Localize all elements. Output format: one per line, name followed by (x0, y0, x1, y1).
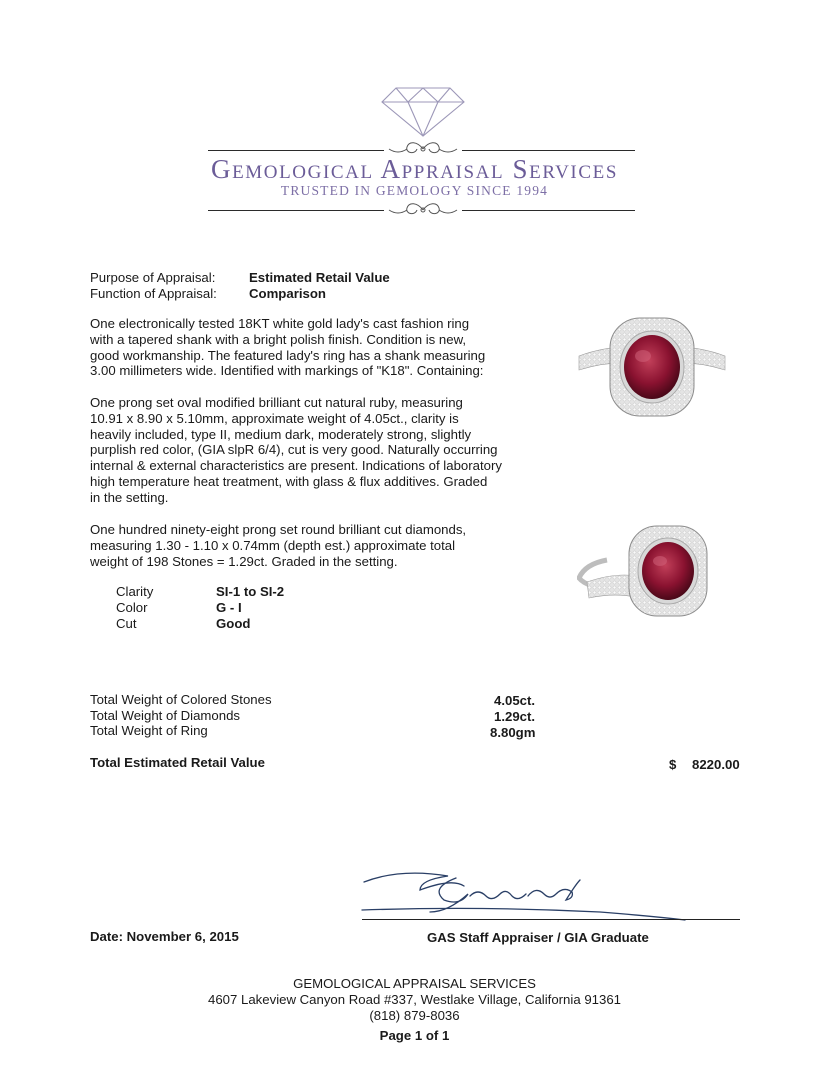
weight-ring-label: Total Weight of Ring (90, 723, 208, 738)
function-value: Comparison (249, 286, 326, 301)
ring-description-paragraph (90, 316, 530, 379)
page-number: Page 1 of 1 (379, 1028, 450, 1043)
paragraph-line: One prong set oval modified brilliant cut natural ruby, measuring (90, 395, 463, 410)
ring-top-view-image (577, 312, 727, 422)
cut-label: Cut (116, 616, 137, 631)
footer-address: 4607 Lakeview Canyon Road #337, Westlake Village, California 91361 (208, 992, 621, 1007)
weight-diamonds-value: 1.29ct. (494, 709, 536, 724)
weight-ring-value: 8.80gm (490, 725, 536, 740)
total-amount: 8220.00 (692, 757, 740, 772)
bottom-flourish-icon (383, 201, 463, 219)
header-rule-bottom-left (208, 210, 384, 211)
color-label: Color (116, 600, 148, 615)
clarity-label: Clarity (116, 584, 154, 599)
signature-line (362, 919, 740, 920)
header-rule-top-left (208, 150, 384, 151)
company-title: Gemological Appraisal Services (210, 154, 619, 184)
footer-phone: (818) 879-8036 (369, 1008, 460, 1023)
company-tagline: TRUSTED IN GEMOLOGY SINCE 1994 (280, 183, 549, 198)
paragraph-line: One electronically tested 18KT white gold lady's cast fashion ring (90, 316, 470, 331)
paragraph-line: internal & external characteristics are present. Indications of laboratory (90, 458, 502, 474)
weight-colored-stones-label: Total Weight of Colored Stones (90, 692, 272, 707)
paragraph-line: measuring 1.30 - 1.10 x 0.74mm (depth est.) approximate total (90, 537, 456, 553)
header-rule-top-right (462, 150, 635, 151)
paragraph-line: 10.91 x 8.90 x 5.10mm, approximate weight of 4.05ct., clarity is (90, 410, 459, 426)
ring-side-view-image (577, 520, 727, 630)
header-rule-bottom-right (462, 210, 635, 211)
footer-company: GEMOLOGICAL APPRAISAL SERVICES (293, 976, 536, 991)
paragraph-line: high temperature heat treatment, with glass & flux additives. Graded (90, 473, 488, 489)
paragraph-line: in the setting. (90, 489, 169, 505)
appraiser-title: GAS Staff Appraiser / GIA Graduate (427, 930, 649, 945)
weight-diamonds-label: Total Weight of Diamonds (90, 708, 241, 723)
color-value: G - I (216, 600, 242, 615)
diamond-logo-icon (380, 86, 466, 138)
diamond-description-paragraph (90, 522, 530, 569)
ruby-description-paragraph (90, 395, 530, 506)
appraiser-signature-icon (360, 866, 690, 926)
paragraph-line: with a tapered shank with a bright polish finish. Condition is new, (90, 331, 467, 347)
paragraph-line: good workmanship. The featured lady's ring has a shank measuring (90, 347, 486, 363)
total-currency: $ (669, 757, 677, 772)
cut-value: Good (216, 616, 251, 631)
appraisal-date: Date: November 6, 2015 (90, 929, 239, 944)
total-value-label: Total Estimated Retail Value (90, 755, 265, 770)
paragraph-line: purplish red color, (GIA slpR 6/4), cut is very good. Naturally occurring (90, 442, 498, 458)
purpose-value: Estimated Retail Value (249, 270, 390, 285)
weight-colored-stones-value: 4.05ct. (494, 693, 536, 708)
paragraph-line: One hundred ninety-eight prong set round brilliant cut diamonds, (90, 522, 467, 537)
paragraph-line: heavily included, type II, medium dark, moderately strong, slightly (90, 426, 472, 442)
paragraph-line: 3.00 millimeters wide. Identified with markings of "K18". Containing: (90, 363, 484, 379)
clarity-value: SI-1 to SI-2 (216, 584, 285, 599)
purpose-label: Purpose of Appraisal: (90, 270, 216, 285)
paragraph-line: weight of 198 Stones = 1.29ct. Graded in the setting. (90, 553, 398, 569)
function-label: Function of Appraisal: (90, 286, 217, 301)
